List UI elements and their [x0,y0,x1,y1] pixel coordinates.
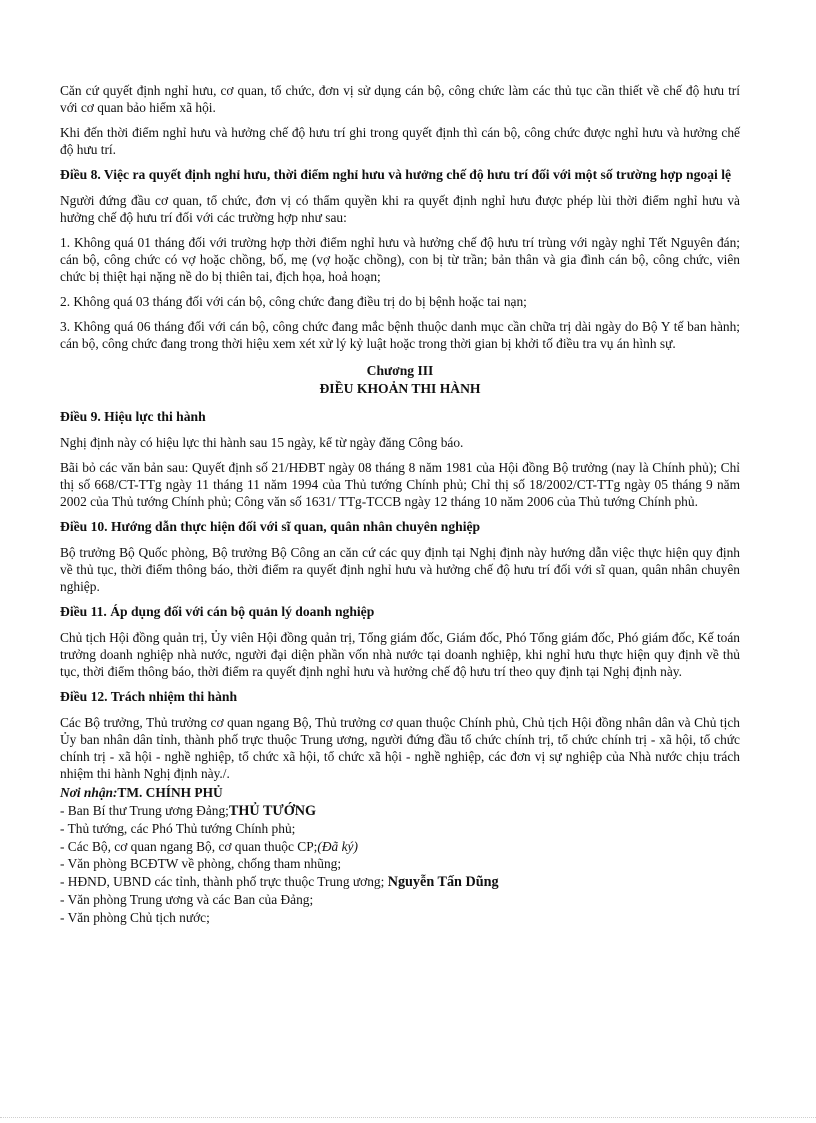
recipient-item: - Thủ tướng, các Phó Thủ tướng Chính phủ; [60,821,296,836]
paragraph: Người đứng đầu cơ quan, tổ chức, đơn vị có thẩm quyền khi ra quyết định nghỉ hưu được phép lùi thời điểm nghỉ hưu và hưởng chế độ hưu trí đối với các trường hợp như sau: [60,193,740,225]
article-11-heading: Điều 11. Áp dụng đối với cán bộ quản lý doanh nghiệp [60,604,375,619]
recipients-label: Nơi nhận: [60,785,118,800]
recipient-item: - Ban Bí thư Trung ương Đảng; [60,802,229,818]
recipient-item: - Văn phòng BCĐTW về phòng, chống tham nhũng; [60,856,342,871]
signing-organization: TM. CHÍNH PHỦ [117,785,223,800]
recipient-item: - HĐND, UBND các tỉnh, thành phố trực thuộc Trung ương; [60,873,385,889]
paragraph: Bộ trưởng Bộ Quốc phòng, Bộ trưởng Bộ Công an căn cứ các quy định tại Nghị định này hướng dẫn việc thực hiện quy định về thủ tục, thời điểm thông báo, thời điểm ra quyết định nghỉ hưu và hưởng chế độ hưu trí đối với sĩ quan, quân nhân chuyên nghiệp. [60,545,740,594]
signer-name: Nguyễn Tấn Dũng [387,873,499,890]
chapter-number: Chương III [366,363,434,378]
recipient-item: - Văn phòng Trung ương và các Ban của Đảng; [60,892,314,907]
signer-title: THỦ TƯỚNG [228,802,317,819]
document-body [60,82,740,926]
chapter-title: ĐIỀU KHOẢN THI HÀNH [319,381,481,396]
signed-note: (Đã ký) [317,838,358,854]
chapter-heading [60,362,740,398]
article-9-heading: Điều 9. Hiệu lực thi hành [60,409,206,424]
paragraph: Bãi bỏ các văn bản sau: Quyết định số 21/HĐBT ngày 08 tháng 8 năm 1981 của Hội đồng Bộ trưởng (nay là Chính phủ); Chỉ thị số 668/CT-TTg ngày 11 tháng 11 năm 1994 của Thủ tướng Chính phủ; Chỉ thị số 18/2002/CT-TTg ngày 05 tháng 9 năm 2002 của Thủ tướng Chính phủ; Công văn số 1631/ TTg-TCCB ngày 12 tháng 10 năm 2006 của Thủ tướng Chính phủ. [60,460,740,509]
paragraph: Khi đến thời điểm nghỉ hưu và hưởng chế độ hưu trí ghi trong quyết định thì cán bộ, công chức được nghỉ hưu và hưởng chế độ hưu trí. [60,125,740,157]
paragraph: 2. Không quá 03 tháng đối với cán bộ, công chức đang điều trị do bị bệnh hoặc tai nạn; [60,294,527,309]
recipients-block [60,784,740,926]
paragraph: Nghị định này có hiệu lực thi hành sau 15 ngày, kể từ ngày đăng Công báo. [60,435,464,450]
recipient-item: - Văn phòng Chủ tịch nước; [60,909,210,925]
paragraph: Chủ tịch Hội đồng quản trị, Ủy viên Hội đồng quản trị, Tổng giám đốc, Giám đốc, Phó Tổng giám đốc, Phó giám đốc, Kế toán trưởng doanh nghiệp nhà nước, người đại diện phần vốn nhà nước tại doanh nghiệp, khi nghỉ hưu thực hiện quy định về thủ tục, thời điểm thông báo, thời điểm ra quyết định nghỉ hưu và hưởng chế độ hưu trí theo quy định tại Nghị định này. [60,630,740,679]
article-12-heading: Điều 12. Trách nhiệm thi hành [60,689,238,704]
page-bottom-divider [0,1117,816,1118]
recipient-item: - Các Bộ, cơ quan ngang Bộ, cơ quan thuộc CP; [60,838,318,854]
paragraph: Căn cứ quyết định nghỉ hưu, cơ quan, tổ chức, đơn vị sử dụng cán bộ, công chức làm các thủ tục cần thiết về chế độ hưu trí với cơ quan bảo hiểm xã hội. [60,83,740,115]
article-8-heading: Điều 8. Việc ra quyết định nghỉ hưu, thời điểm nghỉ hưu và hưởng chế độ hưu trí đối với một số trường hợp ngoại lệ [60,167,731,182]
article-10-heading: Điều 10. Hướng dẫn thực hiện đối với sĩ quan, quân nhân chuyên nghiệp [60,519,481,534]
paragraph: Các Bộ trưởng, Thủ trưởng cơ quan ngang Bộ, Thủ trưởng cơ quan thuộc Chính phủ, Chủ tịch Hội đồng nhân dân và Chủ tịch Ủy ban nhân dân tỉnh, thành phố trực thuộc Trung ương, người đứng đầu tổ chức chính trị, tổ chức chính trị - xã hội, tổ chức chính trị - xã hội - nghề nghiệp, tổ chức xã hội, tổ chức xã hội - nghề nghiệp, các đơn vị sự nghiệp của Nhà nước chịu trách nhiệm thi hành Nghị định này./. [60,715,740,781]
paragraph: 3. Không quá 06 tháng đối với cán bộ, công chức đang mắc bệnh thuộc danh mục cần chữa trị dài ngày do Bộ Y tế ban hành; cán bộ, công chức đang trong thời hiệu xem xét xử lý kỷ luật hoặc trong thời gian bị khởi tố điều tra vụ án hình sự. [60,319,740,351]
paragraph: 1. Không quá 01 tháng đối với trường hợp thời điểm nghỉ hưu và hưởng chế độ hưu trí trùng với ngày nghỉ Tết Nguyên đán; cán bộ, công chức có vợ hoặc chồng, bố, mẹ (vợ hoặc chồng), con bị từ trần; bản thân và gia đình cán bộ, công chức, viên chức bị thiệt hại nặng nề do bị thiên tai, địch họa, hoả hoạn; [60,235,740,284]
